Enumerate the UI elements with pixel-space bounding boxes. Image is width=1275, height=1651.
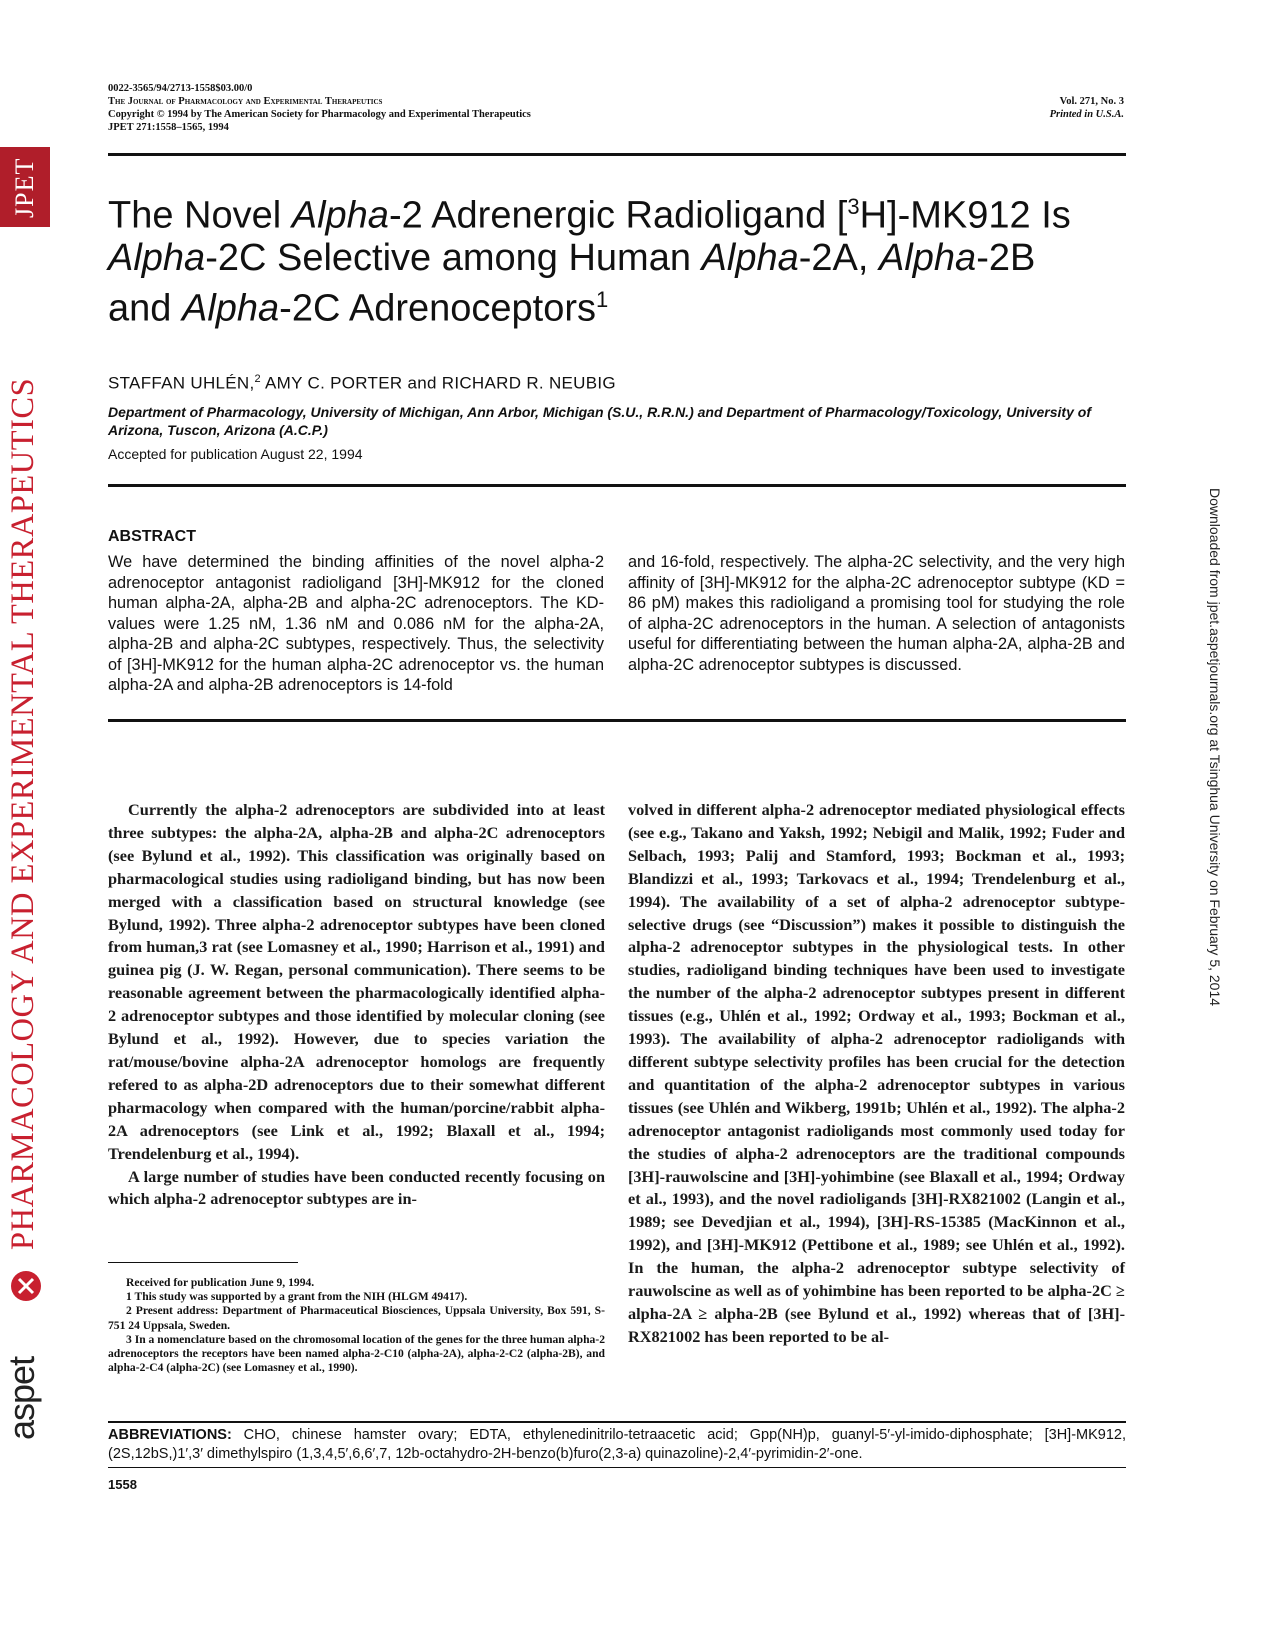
- footnote-1: 1 This study was supported by a grant from the NIH (HLGM 49417).: [126, 1290, 468, 1304]
- abbreviations-bottom-rule: [108, 1467, 1126, 1468]
- affiliation: Department of Pharmacology, University of Michigan, Ann Arbor, Michigan (S.U., R.R.N.) and Department of Pharmacology/Toxicology, University of Arizona, Tuscon, Arizona (A.C.P.): [108, 404, 1091, 438]
- aspet-logo-text: aspet: [1, 1356, 42, 1440]
- body-col-left: [108, 799, 605, 1211]
- abbreviations-top-rule: [108, 1421, 1126, 1423]
- abbreviations-label: ABBREVIATIONS:: [108, 1427, 232, 1443]
- abstract-bottom-rule: [108, 719, 1126, 722]
- header-journal-name: The Journal of Pharmacology and Experimental Therapeutics: [108, 96, 383, 107]
- body-paragraph: A large number of studies have been conducted recently focusing on which alpha-2 adrenoceptor subtypes are in-: [108, 1166, 605, 1209]
- page-number: 1558: [108, 1477, 137, 1492]
- download-note: Downloaded from jpet.aspetjournals.org at Tsinghua University on February 5, 2014: [1207, 488, 1223, 1007]
- header-line: 0022-3565/94/2713-1558$03.00/0: [108, 83, 253, 94]
- abbreviations-text: CHO, chinese hamster ovary; EDTA, ethylenedinitrilo-tetraacetic acid; Gpp(NH)p, guanyl-5′-yl-imido-diphosphate; [3H]-MK912, (2S,12bS,)1′,3′ dimethylspiro (1,3,4,5′,6,6′,7, 12b-octahydro-2H-benzo(b)furo(2,3-a) quinazoline)-2,4′-pyrimidin-2′-one.: [108, 1427, 1126, 1462]
- header-line: Copyright © 1994 by The American Society for Pharmacology and Experimental Therapeutics: [108, 109, 531, 120]
- abstract-top-rule: [108, 484, 1126, 487]
- abbreviations: [108, 1426, 1126, 1464]
- body-col-right: [628, 799, 1125, 1349]
- body-paragraph: Currently the alpha-2 adrenoceptors are subdivided into at least three subtypes: the alpha-2A, alpha-2B and alpha-2C adrenoceptors (see Bylund et al., 1992). This classification was originally based on pharmacological studies using radioligand binding, but has now been merged with a classification based on structural knowledge (see Bylund, 1992). Three alpha-2 adrenoceptor subtypes have been cloned from human,3 rat (see Lomasney et al., 1990; Harrison et al., 1991) and guinea pig (J. W. Regan, personal communication). There seems to be reasonable agreement between the pharmacologically identified alpha-2 adrenoceptor subtypes and those identified by molecular cloning (see Bylund et al., 1992). However, due to species variation the rat/mouse/bovine alpha-2A adrenoceptor homologs are frequently refered to as alpha-2D adrenoceptors due to their somewhat different pharmacology when compared with the human/porcine/rabbit alpha-2A adrenoceptors (see Link et al., 1992; Blaxall et al., 1994; Trendelenburg et al., 1994).: [108, 800, 605, 1163]
- aspet-logo-mark: [8, 1268, 44, 1304]
- footnote-received: Received for publication June 9, 1994.: [126, 1276, 315, 1289]
- volume-number: Vol. 271, No. 3: [1059, 96, 1124, 107]
- body-paragraph: volved in different alpha-2 adrenoceptor mediated physiological effects (see e.g., Takano and Yaksh, 1992; Nebigil and Malik, 1992; Fuder and Selbach, 1993; Palij and Stamford, 1993; Bockman et al., 1993; Blandizzi et al., 1993; Tarkovacs et al., 1994; Trendelenburg et al., 1994). The availability of a set of alpha-2 adrenoceptor subtype-selective drugs (see “Discussion”) makes it possible to distinguish the alpha-2 adrenoceptor subtypes in the physiological tests. In other studies, radioligand binding techniques have been used to investigate the number of the alpha-2 adrenoceptor subtypes present in different tissues (e.g., Uhlén et al., 1992; Ordway et al., 1993; Bockman et al., 1993). The availability of alpha-2 adrenoceptor radioligands with different subtype selectivity profiles has been crucial for the detection and quantitation of the alpha-2 adrenoceptor subtypes in various tissues (see Uhlén and Wikberg, 1991b; Uhlén et al., 1992). The alpha-2 adrenoceptor antagonist radioligands most commonly used today for the studies of alpha-2 adrenoceptors are the traditional compounds [3H]-rauwolscine and [3H]-yohimbine (see Blaxall et al., 1994; Ordway et al., 1993), and the novel radioligands [3H]-RX821002 (Langin et al., 1989; see Devedjian et al., 1994), [3H]-RS-15385 (MacKinnon et al., 1992), and [3H]-MK912 (Pettibone et al., 1989; see Uhlén et al., 1992). In the human, the alpha-2 adrenoceptor subtype selectivity of rauwolscine as well as of yohimbine has been reported to be alpha-2C ≥ alpha-2A ≥ alpha-2B (see Bylund et al., 1992) whereas that of [3H]-RX821002 has been reported to be al-: [628, 800, 1125, 1346]
- footnote-2: 2 Present address: Department of Pharmaceutical Biosciences, Uppsala University, Box 591, S-751 24 Uppsala, Sweden.: [108, 1304, 605, 1332]
- footnotes: [108, 1276, 605, 1375]
- header-rule: [108, 153, 1126, 156]
- header-right: [900, 95, 1124, 121]
- author-list: STAFFAN UHLÉN,$^2$ AMY C. PORTER and RICHARD R. NEUBIG: [108, 373, 616, 393]
- abstract-col1: We have determined the binding affinities of the novel alpha-2 adrenoceptor antagonist radioligand [3H]-MK912 for the cloned human alpha-2A, alpha-2B and alpha-2C adrenoceptors. The KD-values were 1.25 nM, 1.36 nM and 0.086 nM for the alpha-2A, alpha-2B and alpha-2C subtypes, respectively. Thus, the selectivity of [3H]-MK912 for the human alpha-2C adrenoceptor vs. the human alpha-2A and alpha-2B adrenoceptors is 14-fold: [108, 553, 604, 694]
- abstract-col2: and 16-fold, respectively. The alpha-2C selectivity, and the very high affinity of [3H]-MK912 for the alpha-2C adrenoceptor subtype (KD = 86 pM) makes this radioligand a promising tool for studying the role of alpha-2C adrenoceptors in the human. A selection of antagonists useful for differentiating between the human alpha-2A, alpha-2B and alpha-2C adrenoceptor subtypes is discussed.: [628, 553, 1125, 674]
- header-line: JPET 271:1558–1565, 1994: [108, 122, 229, 133]
- header-left: [108, 82, 808, 134]
- article-title: The Novel Alpha-2 Adrenergic Radioligand [$^3$H]-MK912 Is Alpha-2C Selective among Human Alpha-2A, Alpha-2B and Alpha-2C Adrenoceptors$^1$: [108, 194, 1071, 330]
- abstract-heading: ABSTRACT: [108, 528, 196, 545]
- accepted-date: Accepted for publication August 22, 1994: [108, 446, 363, 462]
- footnote-rule: [108, 1262, 298, 1263]
- sidebar-journal-name: PHARMACOLOGY AND EXPERIMENTAL THERAPEUTICS: [5, 377, 41, 1250]
- footnote-3: 3 In a nomenclature based on the chromosomal location of the genes for the three human alpha-2 adrenoceptors the receptors have been named alpha-2-C10 (alpha-2A), alpha-2-C2 (alpha-2B), and alpha-2-C4 (alpha-2C) (see Lomasney et al., 1990).: [108, 1332, 605, 1375]
- printed-in: Printed in U.S.A.: [1049, 109, 1124, 120]
- jpet-badge-text: JPET: [10, 157, 39, 218]
